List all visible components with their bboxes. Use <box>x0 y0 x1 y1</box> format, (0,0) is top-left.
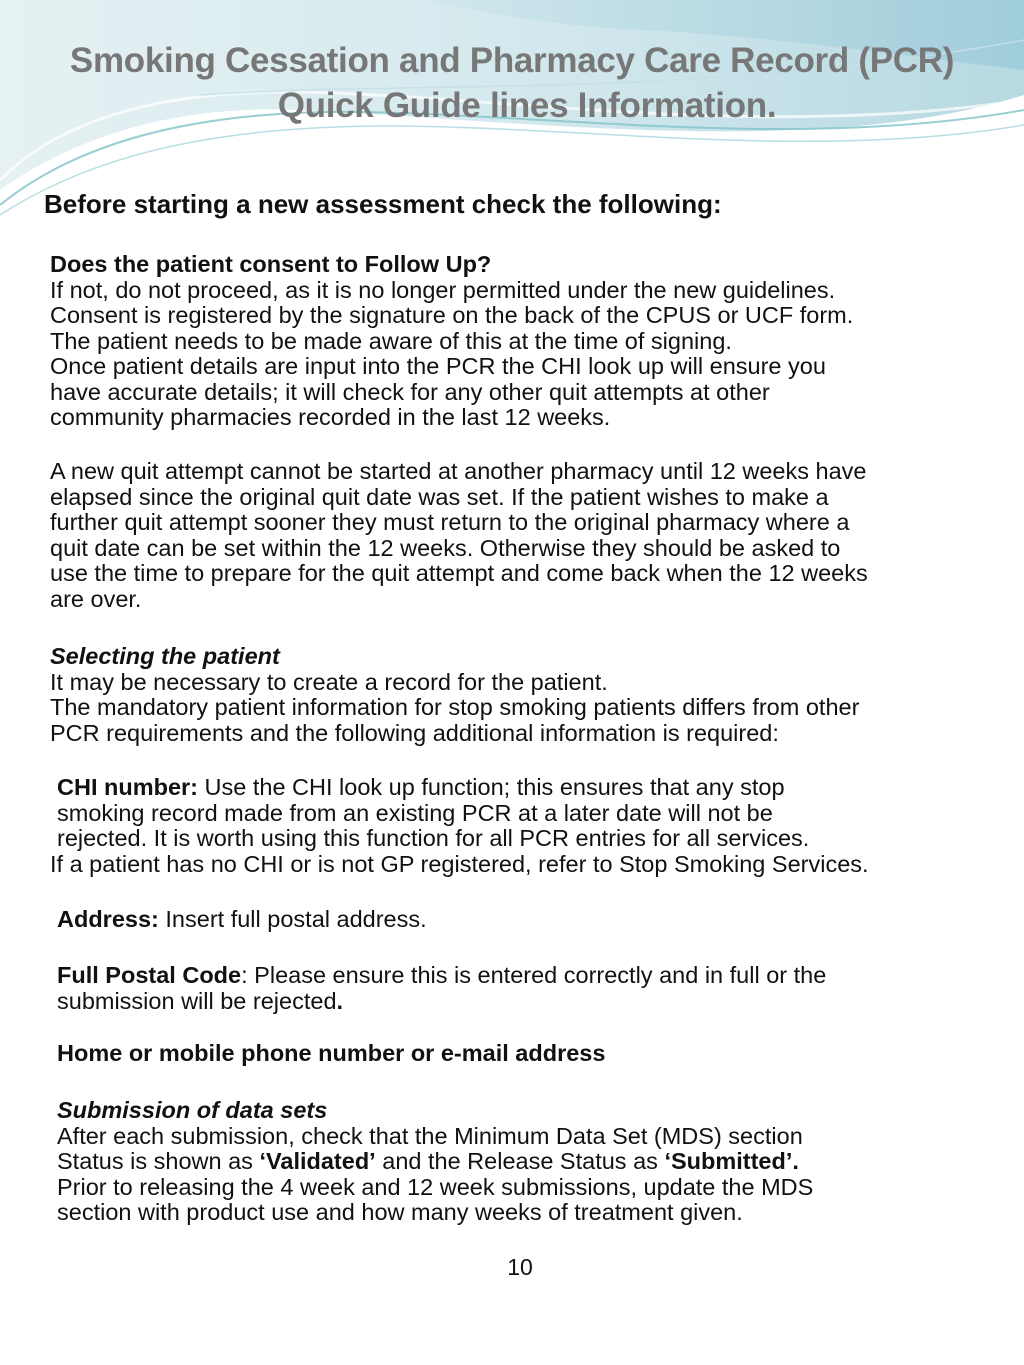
title-line-2: Quick Guide lines Information. <box>277 86 777 125</box>
consent-section <box>50 252 853 431</box>
consent-line: community pharmacies recorded in the last 12 weeks. <box>50 404 611 430</box>
postal-code-section <box>57 963 826 1014</box>
contact-label: Home or mobile phone number or e-mail address <box>57 1040 606 1066</box>
chi-number-section <box>50 774 869 877</box>
postal-code-text: : Please ensure this is entered correctly and in full or the <box>241 962 827 988</box>
consent-line: The patient needs to be made aware of this at the time of signing. <box>50 327 732 354</box>
consent-line: have accurate details; it will check for any other quit attempts at other <box>50 378 770 405</box>
selecting-line: It may be necessary to create a record for the patient. <box>50 668 608 695</box>
quit-attempt-line: further quit attempt sooner they must return to the original pharmacy where a <box>50 509 850 535</box>
chi-label: CHI number: <box>57 774 198 800</box>
consent-line: If not, do not proceed, as it is no longer permitted under the new guidelines. <box>50 276 836 303</box>
address-text: Insert full postal address. <box>158 906 427 932</box>
chi-text: smoking record made from an existing PCR at a later date will not be <box>57 799 773 826</box>
selecting-line: The mandatory patient information for stop smoking patients differs from other <box>50 694 860 720</box>
chi-text: Use the CHI look up function; this ensures that any stop <box>198 774 785 800</box>
chi-text: rejected. It is worth using this function for all PCR entries for all services. <box>57 825 810 851</box>
title-line-1: Smoking Cessation and Pharmacy Care Record (PCR) <box>69 41 955 80</box>
submission-line: section with product use and how many weeks of treatment given. <box>57 1199 743 1225</box>
postal-code-text: submission will be rejected <box>57 987 337 1014</box>
quit-attempt-line: use the time to prepare for the quit attempt and come back when the 12 weeks <box>50 560 868 586</box>
address-label: Address: <box>57 906 159 932</box>
consent-heading: Does the patient consent to Follow Up? <box>50 251 492 277</box>
selecting-heading: Selecting the patient <box>50 643 280 669</box>
submission-line: After each submission, check that the Minimum Data Set (MDS) section <box>57 1122 803 1149</box>
postal-code-label: Full Postal Code <box>57 962 242 988</box>
submission-text: and the Release Status as <box>375 1148 665 1174</box>
submitted-status: ‘Submitted’. <box>664 1148 799 1174</box>
address-section <box>57 907 427 933</box>
consent-line: Once patient details are input into the PCR the CHI look up will ensure you <box>50 353 826 379</box>
chi-note: If a patient has no CHI or is not GP registered, refer to Stop Smoking Services. <box>50 850 869 877</box>
quit-attempt-line: are over. <box>50 585 142 612</box>
quit-attempt-line: elapsed since the original quit date was set. If the patient wishes to make a <box>50 483 829 510</box>
submission-heading: Submission of data sets <box>57 1097 328 1123</box>
quit-attempt-section <box>50 459 868 612</box>
page-title <box>0 38 1024 128</box>
quit-attempt-line: quit date can be set within the 12 weeks. Otherwise they should be asked to <box>50 534 841 561</box>
submission-text: Status is shown as <box>57 1148 260 1174</box>
page-number: 10 <box>507 1254 533 1280</box>
submission-line: Prior to releasing the 4 week and 12 week submissions, update the MDS <box>57 1173 814 1200</box>
quit-attempt-line: A new quit attempt cannot be started at another pharmacy until 12 weeks have <box>50 458 867 484</box>
main-heading: Before starting a new assessment check the following: <box>44 189 722 219</box>
submission-section <box>57 1098 813 1226</box>
contact-section <box>57 1041 605 1067</box>
selecting-patient-section <box>50 644 859 746</box>
consent-line: Consent is registered by the signature on the back of the CPUS or UCF form. <box>50 302 854 328</box>
postal-code-period: . <box>336 987 344 1014</box>
selecting-line: PCR requirements and the following additional information is required: <box>50 719 779 746</box>
validated-status: ‘Validated’ <box>259 1148 376 1174</box>
